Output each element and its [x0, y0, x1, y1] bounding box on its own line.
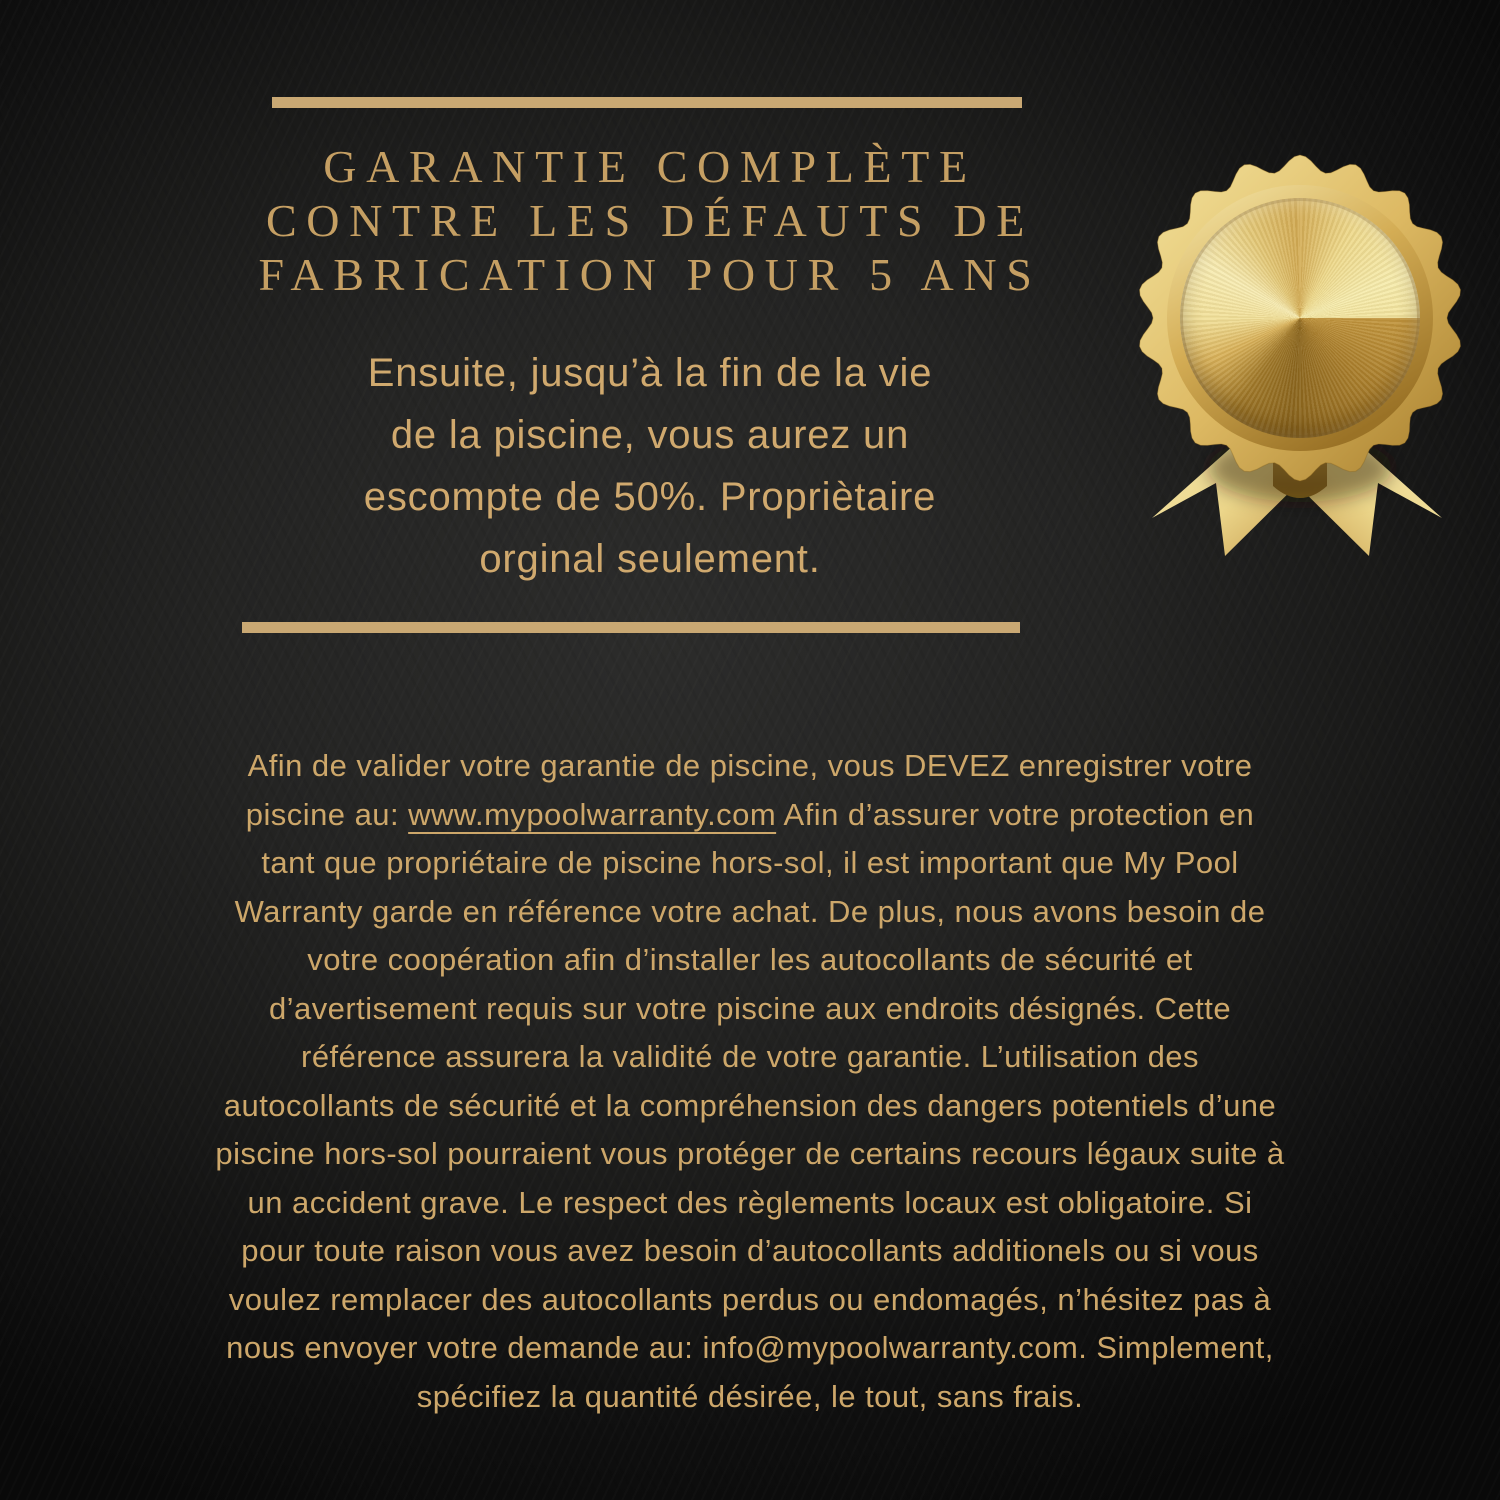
body-line-text: tant que propriétaire de piscine hors-sol, il est important que My Pool: [261, 845, 1239, 880]
body-line: [150, 888, 1350, 937]
body-line: [150, 1373, 1350, 1422]
body-line-text: d’avertisement requis sur votre piscine aux endroits désignés. Cette: [268, 990, 1232, 1026]
body-line: [150, 1276, 1350, 1325]
body-line-text: Afin de valider votre garantie de piscine, vous DEVEZ enregistrer votre: [247, 748, 1253, 783]
link-line-post: Afin d’assurer votre protection en: [776, 796, 1255, 832]
body-line: [150, 1227, 1350, 1276]
body-line-text: voulez remplacer des autocollants perdus ou endomagés, n’hésitez pas à: [228, 1281, 1272, 1317]
body-line: [150, 1179, 1350, 1228]
bottom-divider: [242, 622, 1020, 633]
body-line: [150, 742, 1350, 791]
body-line-text: un accident grave. Le respect des règlements locaux est obligatoire. Si: [247, 1184, 1253, 1220]
top-divider: [272, 97, 1022, 108]
subtitle-line-2: de la piscine, vous aurez un: [390, 413, 910, 457]
body-line-text: votre coopération afin d’installer les autocollants de sécurité et: [307, 942, 1193, 977]
pool-warranty-link[interactable]: www.mypoolwarranty.com: [408, 796, 777, 832]
body-line-text: autocollants de sécurité et la compréhension des dangers potentiels d’une: [223, 1087, 1277, 1123]
body-line: [150, 1130, 1350, 1179]
body-line: [150, 1033, 1350, 1082]
body-line-text: spécifiez la quantité désirée, le tout, sans frais.: [416, 1378, 1084, 1414]
body-line: [150, 1082, 1350, 1131]
body-line: [150, 936, 1350, 985]
subtitle-line-4: orginal seulement.: [479, 537, 821, 581]
body-line: [150, 985, 1350, 1034]
body-line: [150, 839, 1350, 888]
medal-disc: [1180, 198, 1420, 438]
title-line-3: FABRICATION POUR 5 ANS: [258, 249, 1042, 300]
body-line-text: nous envoyer votre demande au: info@mypoolwarranty.com. Simplement,: [226, 1330, 1274, 1365]
subtitle-line-1: Ensuite, jusqu’à la fin de la vie: [367, 351, 933, 395]
page-title: [180, 140, 1120, 302]
body-line-text: pour toute raison vous avez besoin d’autocollants additionels ou si vous: [241, 1233, 1259, 1268]
link-line-pre: piscine au:: [245, 796, 409, 832]
body-line: [150, 1324, 1350, 1373]
body-line-text: Warranty garde en référence votre achat. De plus, nous avons besoin de: [234, 893, 1266, 929]
title-line-1: GARANTIE COMPLÈTE: [323, 141, 977, 192]
body-line-with-link: [150, 791, 1350, 840]
subtitle-line-3: escompte de 50%. Propriètaire: [363, 475, 937, 519]
body-line-text: référence assurera la validité de votre garantie. L’utilisation des: [301, 1039, 1199, 1074]
body-line-text: piscine hors-sol pourraient vous protéger de certains recours légaux suite à: [215, 1136, 1285, 1171]
gold-medal-icon: [1128, 138, 1464, 570]
subtitle: [270, 342, 1030, 590]
title-line-2: CONTRE LES DÉFAUTS DE: [265, 195, 1035, 246]
body-text: [150, 742, 1350, 1421]
